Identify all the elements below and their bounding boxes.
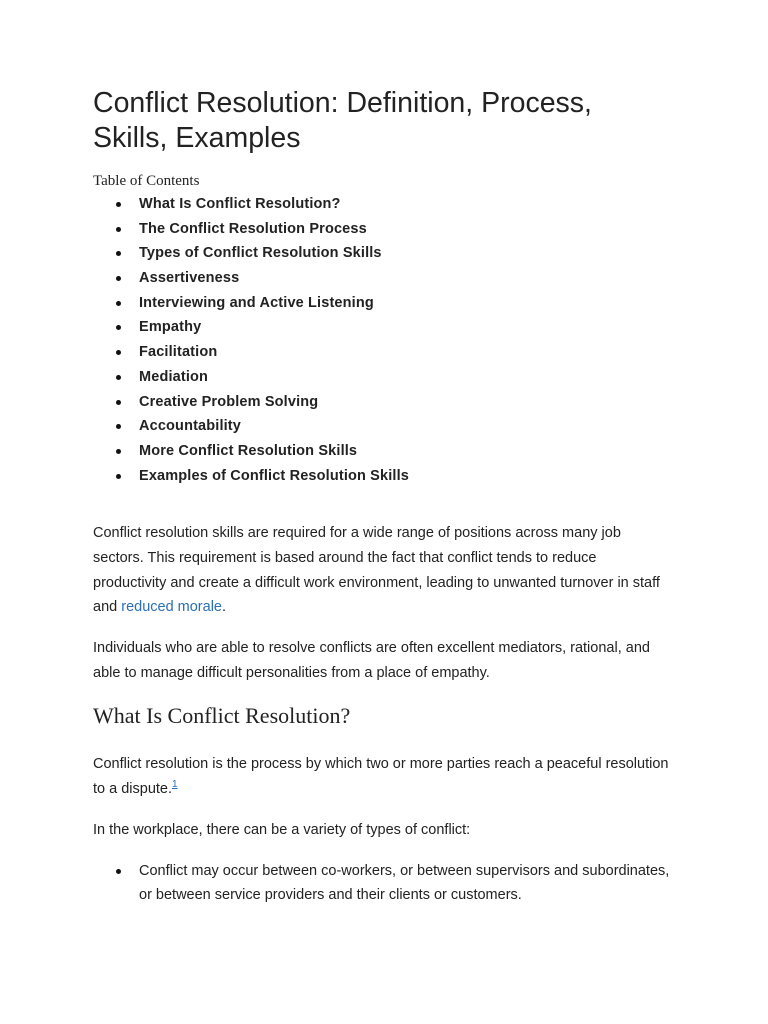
toc-item-what-is-conflict-resolution	[93, 192, 673, 217]
toc-item-facilitation	[93, 340, 673, 365]
intro-end: .	[221, 599, 227, 616]
bullet-icon	[116, 375, 121, 380]
toc-link[interactable]: Examples of Conflict Resolution Skills	[139, 467, 409, 484]
toc-item-examples	[93, 464, 673, 489]
intro-text: Conflict resolution skills are required for a wide range of positions across many job sectors. This requirement is based around the fact that conflict tends to reduce productivity and create a difficult work environment, leading to unwanted turnover in staff and	[93, 525, 660, 616]
footnote-link[interactable]: 1	[172, 779, 178, 791]
bullet-icon	[116, 424, 121, 429]
toc-item-interviewing	[93, 291, 673, 316]
list-item	[93, 859, 673, 908]
toc-link[interactable]: Interviewing and Active Listening	[139, 294, 374, 311]
toc-link[interactable]: Creative Problem Solving	[139, 393, 319, 410]
bullet-icon	[116, 251, 121, 256]
bullet-icon	[116, 276, 121, 281]
bullet-icon	[116, 227, 121, 232]
toc-link[interactable]: Empathy	[139, 319, 202, 336]
toc-link[interactable]: Mediation	[139, 368, 209, 385]
list-item-text: Conflict may occur between co-workers, or between supervisors and subordinates, or between service providers and their clients or customers.	[139, 862, 670, 904]
workplace-intro: In the workplace, there can be a variety of types of conflict:	[93, 821, 471, 838]
page-title: Conflict Resolution: Definition, Process, Skills, Examples	[93, 87, 592, 154]
table-of-contents	[93, 192, 673, 488]
toc-item-assertiveness	[93, 266, 673, 291]
second-paragraph: Individuals who are able to resolve conflicts are often excellent mediators, rational, and able to manage difficult personalities from a place of empathy.	[93, 640, 650, 681]
bullet-icon	[116, 869, 121, 874]
toc-link[interactable]: Accountability	[139, 418, 241, 435]
bullet-icon	[116, 449, 121, 454]
toc-heading: Table of Contents	[93, 173, 200, 189]
bullet-icon	[116, 350, 121, 355]
conflict-types-list	[93, 859, 673, 908]
bullet-icon	[116, 325, 121, 330]
section-heading: What Is Conflict Resolution?	[93, 703, 351, 729]
toc-link[interactable]: More Conflict Resolution Skills	[139, 442, 358, 459]
toc-item-creative-problem-solving	[93, 390, 673, 415]
bullet-icon	[116, 474, 121, 479]
toc-item-process	[93, 217, 673, 242]
toc-link[interactable]: Types of Conflict Resolution Skills	[139, 245, 382, 262]
definition-text: Conflict resolution is the process by which two or more parties reach a peaceful resolution to a dispute.	[93, 756, 669, 798]
bullet-icon	[116, 400, 121, 405]
reduced-morale-link[interactable]: reduced morale	[121, 599, 222, 616]
toc-link[interactable]: The Conflict Resolution Process	[139, 220, 367, 237]
toc-item-empathy	[93, 315, 673, 340]
toc-link[interactable]: Assertiveness	[139, 270, 240, 287]
definition-paragraph	[93, 752, 673, 801]
toc-item-more-skills	[93, 439, 673, 464]
toc-item-mediation	[93, 365, 673, 390]
toc-link[interactable]: What Is Conflict Resolution?	[139, 196, 341, 212]
toc-link[interactable]: Facilitation	[139, 344, 218, 361]
intro-paragraph	[93, 521, 673, 620]
article	[93, 86, 673, 908]
bullet-icon	[116, 202, 121, 207]
bullet-icon	[116, 301, 121, 306]
toc-item-types	[93, 241, 673, 266]
toc-item-accountability	[93, 414, 673, 439]
